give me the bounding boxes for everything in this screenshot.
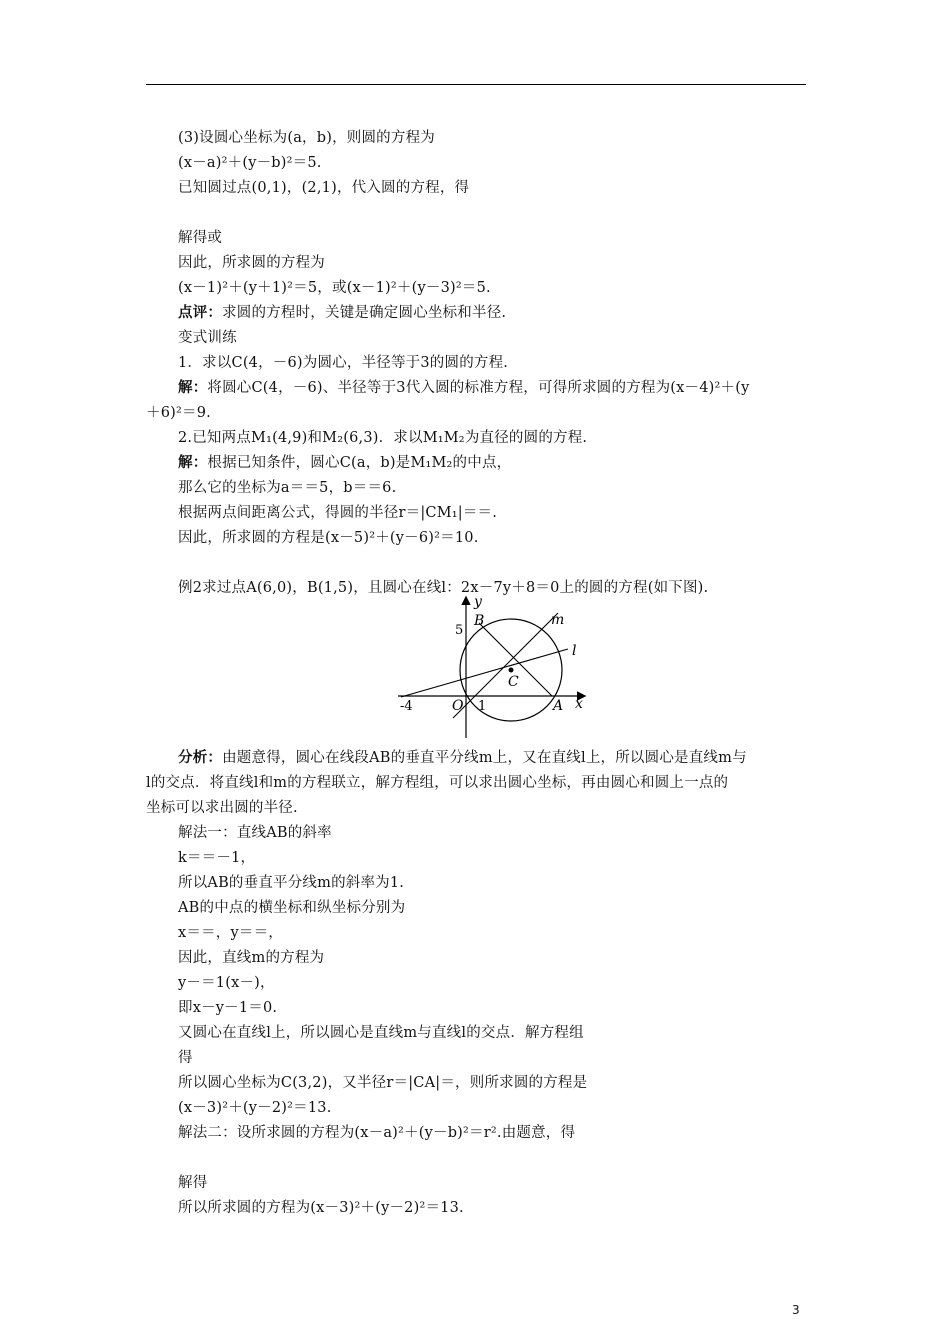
solution-line (178, 454, 511, 472)
text-line: AB的中点的横坐标和纵坐标分别为 (178, 900, 406, 916)
label-a: A (553, 698, 564, 714)
text-line: (3)设圆心坐标为(a，b)，则圆的方程为 (178, 130, 435, 146)
tick-5: 5 (455, 623, 464, 638)
comment-text: 求圆的方程时，关键是确定圆心坐标和半径. (222, 305, 507, 321)
text-line: 2.已知两点M₁(4,9)和M₂(6,3)．求以M₁M₂为直径的圆的方程. (178, 430, 588, 446)
text-line: 解得或 (178, 230, 223, 246)
label-x: x (575, 696, 583, 712)
circle-diagram (396, 592, 596, 740)
label-c: C (508, 674, 519, 690)
tick-neg4: -4 (400, 699, 413, 714)
section-title: 变式训练 (178, 330, 237, 346)
text-line: 所以所求圆的方程为(x－3)²＋(y－2)²＝13. (178, 1200, 464, 1216)
text-line: x＝＝，y＝＝， (178, 925, 283, 941)
page-number: 3 (792, 1303, 800, 1317)
comment-line (178, 304, 506, 322)
comment-label: 点评： (178, 304, 223, 321)
label-b: B (474, 613, 485, 629)
text-line: 解法二：设所求圆的方程为(x－a)²＋(y－b)²＝r².由题意，得 (178, 1125, 576, 1141)
text-line: 那么它的坐标为a＝＝5，b＝＝6. (178, 480, 397, 496)
text-line: 即x－y－1＝0. (178, 1000, 278, 1016)
label-o: O (452, 698, 464, 714)
label-l: l (572, 643, 577, 659)
text-line: (x－1)²＋(y＋1)²＝5，或(x－1)²＋(y－3)²＝5. (178, 280, 491, 296)
text-line: (x－3)²＋(y－2)²＝13. (178, 1100, 332, 1116)
solution-line (178, 379, 749, 397)
text-line: 1．求以C(4，－6)为圆心，半径等于3的圆的方程. (178, 355, 509, 371)
text-line: y－＝1(x－)， (178, 975, 275, 991)
text-line: 所以AB的垂直平分线m的斜率为1. (178, 875, 405, 891)
text-line: k＝＝－1， (178, 850, 256, 866)
solution-label: 解： (178, 454, 208, 471)
text-line: 坐标可以求出圆的半径. (146, 800, 298, 816)
solution-label: 解： (178, 379, 208, 396)
tick-1: 1 (478, 699, 487, 714)
solution-text: 根据已知条件，圆心C(a，b)是M₁M₂的中点， (207, 455, 512, 471)
text-line: 因此，所求圆的方程为 (178, 255, 325, 271)
text-line: 已知圆过点(0,1)，(2,1)，代入圆的方程，得 (178, 180, 470, 196)
line-m (453, 613, 558, 718)
text-line: l的交点．将直线l和m的方程联立，解方程组，可以求出圆心坐标，再由圆心和圆上一点的 (146, 775, 729, 791)
text-line: 解得 (178, 1175, 208, 1191)
example-line: 例2求过点A(6,0)，B(1,5)，且圆心在线l：2x－7y＋8＝0上的圆的方程(如下图). (178, 580, 709, 596)
text-line: 所以圆心坐标为C(3,2)，又半径r＝|CA|＝，则所求圆的方程是 (178, 1075, 588, 1091)
line-l (401, 649, 568, 697)
solution-text: 将圆心C(4，－6)、半径等于3代入圆的标准方程，可得所求圆的方程为(x－4)²＋(y (207, 380, 750, 396)
analysis-label: 分析： (178, 749, 223, 766)
text-line: ＋6)²＝9. (146, 405, 211, 421)
analysis-line (178, 749, 747, 767)
text-line: 因此，所求圆的方程是(x－5)²＋(y－6)²＝10. (178, 530, 479, 546)
label-m: m (551, 612, 565, 628)
text-line: 又圆心在直线l上，所以圆心是直线m与直线l的交点．解方程组 (178, 1025, 584, 1041)
text-line: 解法一：直线AB的斜率 (178, 825, 332, 841)
header-rule (146, 84, 806, 85)
center-point (509, 668, 514, 673)
text-line: 因此，直线m的方程为 (178, 950, 325, 966)
label-y: y (474, 594, 482, 610)
analysis-text: 由题意得，圆心在线段AB的垂直平分线m上，又在直线l上，所以圆心是直线m与 (222, 750, 747, 766)
text-line: 得 (178, 1050, 193, 1066)
text-line: 根据两点间距离公式，得圆的半径r＝|CM₁|＝＝. (178, 505, 498, 521)
text-line: (x－a)²＋(y－b)²＝5. (178, 155, 322, 171)
